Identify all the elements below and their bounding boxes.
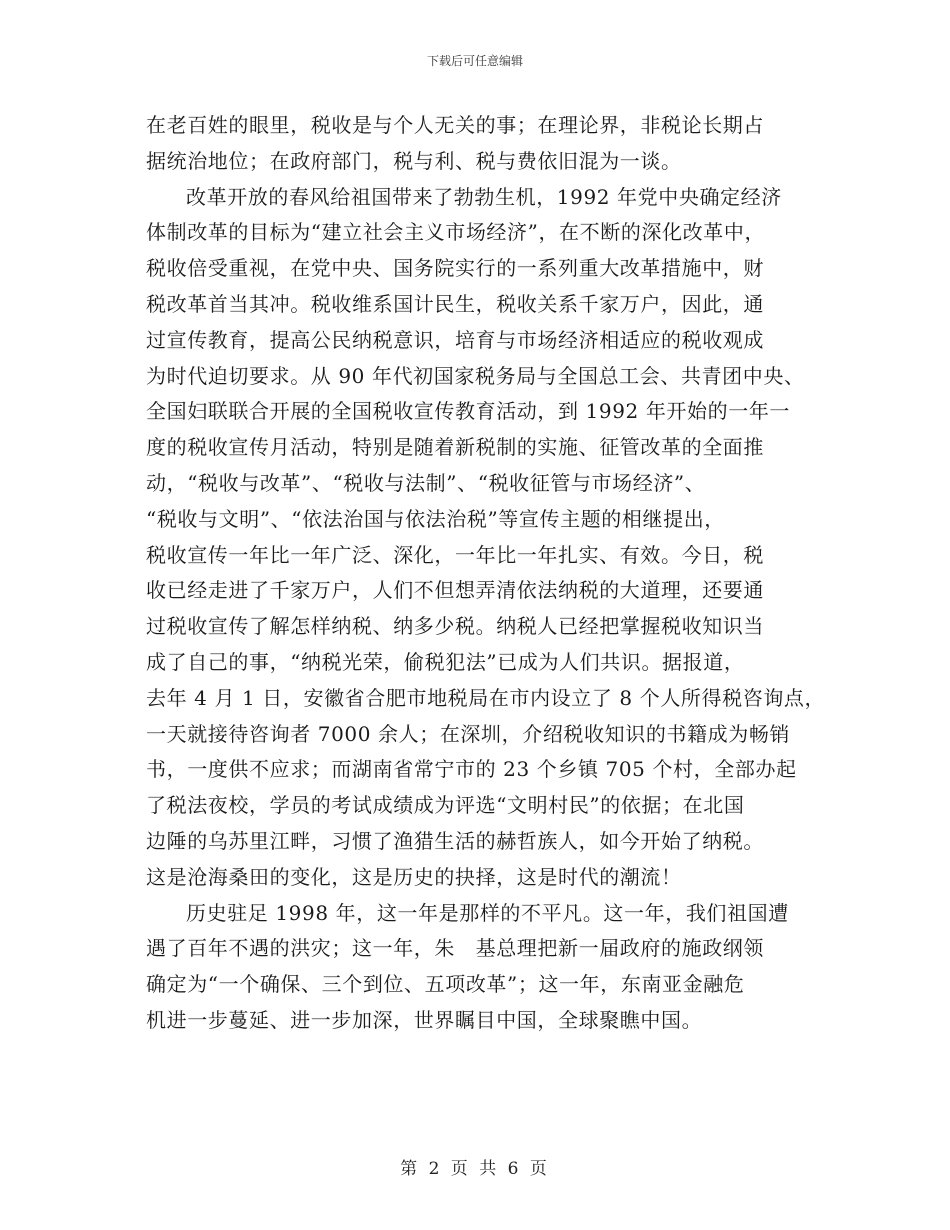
- body-line: 度的税收宣传月活动，特别是随着新税制的实施、征管改革的全面推: [146, 435, 764, 460]
- body-line: 据统治地位；在政府部门，税与利、税与费依旧混为一谈。: [146, 148, 682, 173]
- body-line: “税收与文明”、“依法治国与依法治税”等宣传主题的相继提出，: [146, 506, 725, 531]
- body-line: 这是沧海桑田的变化，这是历史的抉择，这是时代的潮流！: [146, 864, 682, 889]
- body-line: 在老百姓的眼里，税收是与个人无关的事；在理论界，非税论长期占: [146, 113, 764, 137]
- body-line: 税收倍受重视，在党中央、国务院实行的一系列重大改革措施中，财: [146, 256, 764, 281]
- page-header: 下载后可任意编辑: [426, 54, 523, 68]
- body-line: 了税法夜校，学员的考试成绩成为评选“文明村民”的依据；在北国: [146, 793, 745, 818]
- document-body: [146, 108, 826, 1039]
- body-line: 去年 4 月 1 日，安徽省合肥市地税局在市内设立了 8 个人所得税咨询点，: [146, 685, 826, 710]
- body-line: 全国妇联联合开展的全国税收宣传教育活动，到 1992 年开始的一年一: [146, 399, 791, 424]
- body-line: 边陲的乌苏里江畔，习惯了渔猎生活的赫哲族人，如今开始了纳税。: [146, 828, 764, 853]
- body-line: 税改革首当其冲。税收维系国计民生，税收关系千家万户，因此，通: [146, 291, 764, 316]
- body-line: 确定为“一个确保、三个到位、五项改革”；这一年，东南亚金融危: [146, 972, 745, 997]
- body-line: 动，“税收与改革”、“税收与法制”、“税收征管与市场经济”、: [146, 470, 706, 495]
- body-line: 收已经走进了千家万户，人们不但想弄清依法纳税的大道理，还要通: [146, 578, 764, 603]
- body-line: 为时代迫切要求。从 90 年代初国家税务局与全国总工会、共青团中央、: [146, 363, 805, 388]
- body-line: 一天就接待咨询者 7000 余人；在深圳，介绍税收知识的书籍成为畅销: [146, 721, 791, 746]
- body-line: 成了自己的事，“纳税光荣，偷税犯法”已成为人们共识。据报道，: [146, 649, 745, 674]
- body-line: 税收宣传一年比一年广泛、深化，一年比一年扎实、有效。今日，税: [146, 542, 764, 567]
- body-line: 遇了百年不遇的洪灾；这一年，朱 基总理把新一届政府的施政纲领: [146, 936, 764, 961]
- paragraph-start-line: 改革开放的春风给祖国带来了勃勃生机，1992 年党中央确定经济: [186, 184, 782, 209]
- body-line: 过税收宣传了解怎样纳税、纳多少税。纳税人已经把掌握税收知识当: [146, 614, 764, 639]
- body-line: 机进一步蔓延、进一步加深，世界瞩目中国，全球聚瞧中国。: [146, 1007, 703, 1032]
- page-footer: 第 2 页 共 6 页: [400, 1159, 550, 1179]
- paragraph-start-line: 历史驻足 1998 年，这一年是那样的不平凡。这一年，我们祖国遭: [186, 900, 789, 925]
- body-line: 书，一度供不应求；而湖南省常宁市的 23 个乡镇 705 个村，全部办起: [146, 757, 797, 782]
- body-line: 过宣传教育，提高公民纳税意识，培育与市场经济相适应的税收观成: [146, 327, 764, 352]
- body-line: 体制改革的目标为“建立社会主义市场经济”，在不断的深化改革中，: [146, 220, 766, 245]
